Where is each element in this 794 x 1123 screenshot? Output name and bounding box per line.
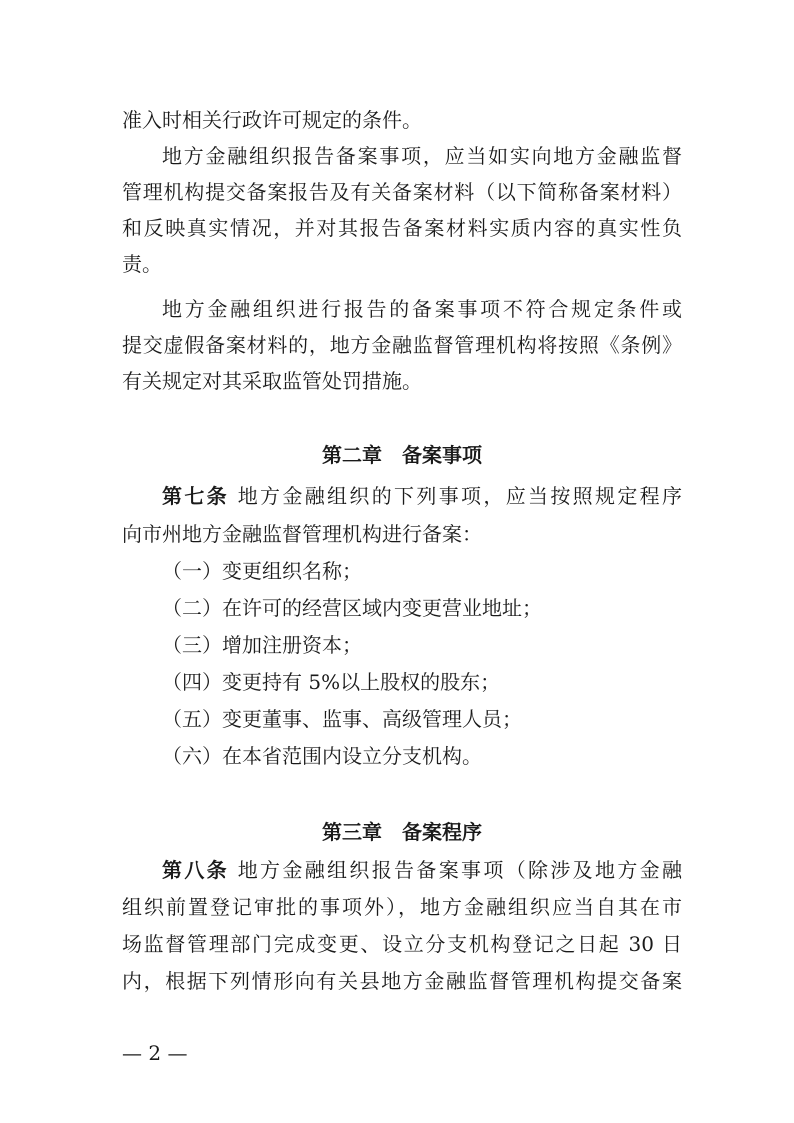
- paragraph-2-line-2: 管理机构提交备案报告及有关备案材料（以下简称备案材料）: [122, 180, 682, 204]
- paragraph-2-line-1: 地方金融组织报告备案事项，应当如实向地方金融监督: [162, 144, 682, 168]
- article-7-item-1: （一）变更组织名称；: [162, 559, 362, 583]
- page-number: — 2 —: [122, 1041, 188, 1065]
- paragraph-2-line-4: 责。: [122, 252, 162, 276]
- article-8-line-4: 内，根据下列情形向有关县地方金融监督管理机构提交备案: [122, 969, 682, 993]
- paragraph-1-line-1: 准入时相关行政许可规定的条件。: [122, 108, 422, 132]
- paragraph-2-line-3: 和反映真实情况，并对其报告备案材料实质内容的真实性负: [122, 216, 682, 240]
- chapter-3-title: 第三章 备案程序: [322, 820, 482, 844]
- article-8-text-1: 地方金融组织报告备案事项（除涉及地方金融: [237, 858, 682, 882]
- article-7-item-5: （五）变更董事、监事、高级管理人员；: [162, 707, 522, 731]
- article-8-label: 第八条: [162, 858, 229, 882]
- chapter-2-title: 第二章 备案事项: [322, 443, 482, 467]
- article-7-line-1: [162, 478, 682, 514]
- article-7-item-4: （四）变更持有 5%以上股权的股东；: [162, 670, 501, 694]
- article-7-item-2: （二）在许可的经营区域内变更营业地址；: [162, 596, 542, 620]
- article-8-line-3: 场监督管理部门完成变更、设立分支机构登记之日起 30 日: [122, 932, 682, 956]
- article-8-line-1: [162, 852, 682, 888]
- article-7-label: 第七条: [162, 484, 229, 508]
- article-7-item-3: （三）增加注册资本；: [162, 633, 362, 657]
- paragraph-3-line-1: 地方金融组织进行报告的备案事项不符合规定条件或: [162, 297, 682, 321]
- paragraph-3-line-2: 提交虚假备案材料的，地方金融监督管理机构将按照《条例》: [122, 333, 682, 357]
- article-7-item-6: （六）在本省范围内设立分支机构。: [162, 744, 482, 768]
- article-7-text-1: 地方金融组织的下列事项，应当按照规定程序: [237, 484, 682, 508]
- paragraph-3-line-3: 有关规定对其采取监管处罚措施。: [122, 369, 422, 393]
- article-8-line-2: 组织前置登记审批的事项外），地方金融组织应当自其在市: [122, 895, 682, 919]
- article-7-line-2: 向市州地方金融监督管理机构进行备案：: [122, 522, 482, 546]
